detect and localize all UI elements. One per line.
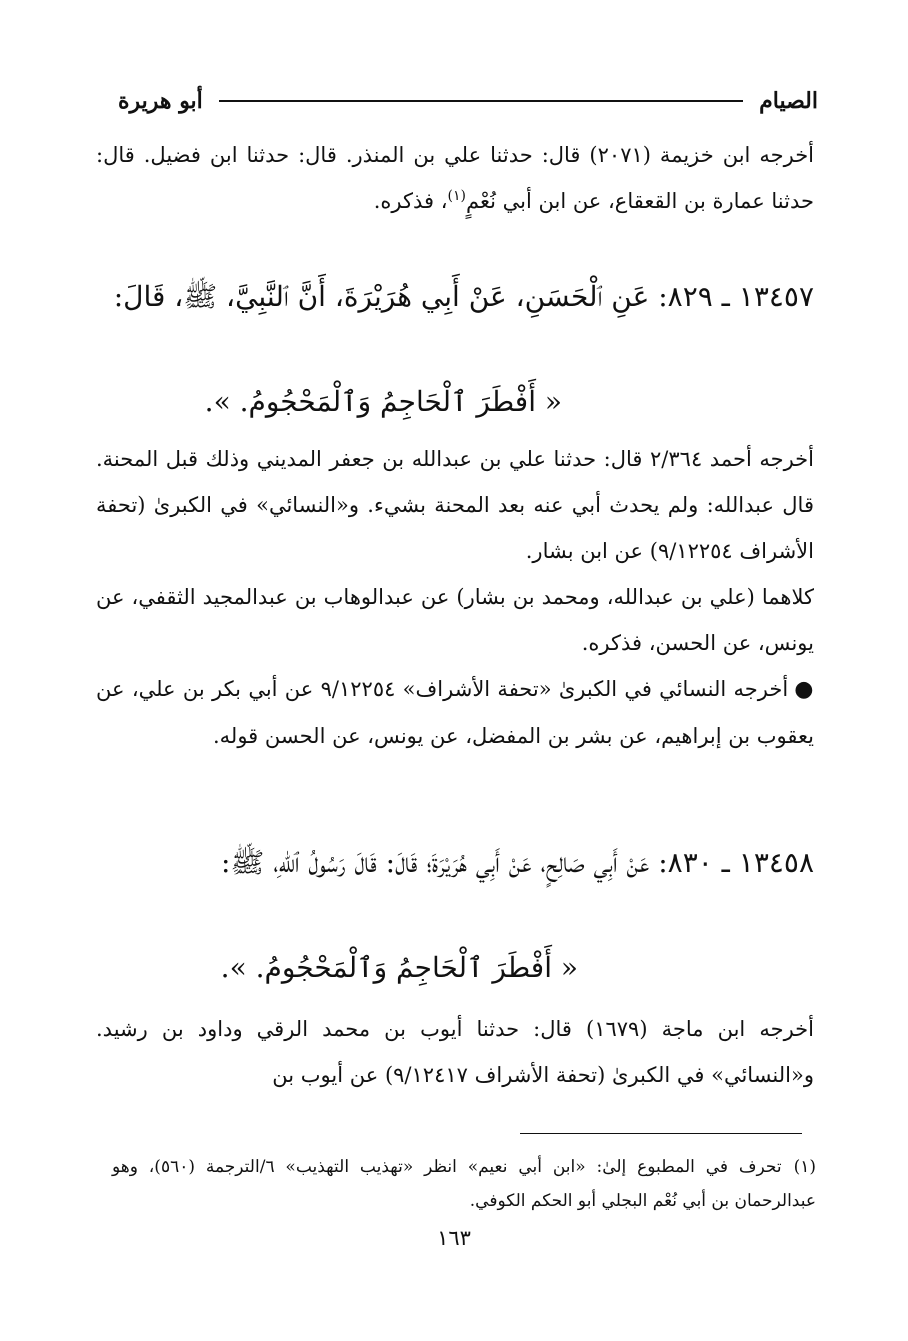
hadith-matn-13458: « أَفْطَرَ ٱلْحَاجِمُ وَٱلْمَحْجُومُ. ».: [220, 951, 578, 984]
takhrij-text: أخرجه ابن خزيمة (٢٠٧١) قال: حدثنا علي بن المنذر. قال: حدثنا ابن فضيل. قال: حدثنا عمارة بن القعقاع، عن ابن أبي نُعْمٍ: [96, 143, 815, 213]
footnote-reference[interactable]: (١): [447, 188, 466, 204]
running-header: [118, 84, 818, 118]
takhrij-paragraph: أخرجه أحمد ٢/٣٦٤ قال: حدثنا علي بن عبدالله بن جعفر المديني وذلك قبل المحنة. قال عبدالله: ولم يحدث أبي عنه بعد المحنة بشيء. و«النسائي» في الكبرىٰ (تحفة الأشراف ٩/١٢٢٥٤) عن ابن بشار.: [96, 447, 814, 563]
takhrij-text: أخرجه النسائي في الكبرىٰ «تحفة الأشراف» ٩/١٢٢٥٤ عن أبي بكر بن علي، عن يعقوب بن إبراهيم، عن بشر بن المفضل، عن يونس، عن الحسن قوله.: [96, 677, 814, 748]
chapter-title: الصيام: [759, 88, 818, 114]
footnote: [112, 1150, 816, 1218]
header-rule: [219, 100, 743, 102]
takhrij-paragraph: أخرجه ابن ماجة (١٦٧٩) قال: حدثنا أيوب بن محمد الرقي وداود بن رشيد. و«النسائي» في الكبرىٰ (تحفة الأشراف ٩/١٢٤١٧) عن أيوب بن: [96, 1017, 814, 1087]
hadith-matn-13457: « أَفْطَرَ ٱلْحَاجِمُ وَٱلْمَحْجُومُ. ».: [204, 385, 562, 418]
footnote-number: (١): [793, 1157, 817, 1177]
section-title: أبو هريرة: [118, 88, 203, 114]
takhrij-paragraph-intro: [96, 132, 814, 224]
takhrij-paragraph: كلاهما (علي بن عبدالله، ومحمد بن بشار) عن عبدالوهاب بن عبدالمجيد الثقفي، عن يونس، عن الحسن، فذكره.: [96, 585, 814, 655]
takhrij-paragraph-bulleted: [96, 666, 814, 759]
page-number: ١٦٣: [437, 1226, 471, 1250]
hadith-isnad-13457: ١٣٤٥٧ ـ ٨٢٩: عَنِ ٱلْحَسَنِ، عَنْ أَبِي هُرَيْرَةَ، أَنَّ ٱلنَّبِيَّ، ﷺ، قَالَ:: [113, 280, 814, 313]
footnote-text: تحرف في المطبوع إلىٰ: «ابن أبي نعيم» انظر «تهذيب التهذيب» ٦/الترجمة (٥٦٠)، وهو عبدالرحمان بن أبي نُعْم البجلي أبو الحكم الكوفي.: [112, 1157, 816, 1211]
takhrij-text-end: ، فذكره.: [373, 189, 448, 213]
footnote-separator: [520, 1133, 802, 1134]
hadith-isnad-13458: ١٣٤٥٨ ـ ٨٣٠: عَنْ أَبِي صَالِحٍ، عَنْ أَبِي هُرَيْرَةَ؛ قَالَ: قَالَ رَسُولُ ٱللهِ، ﷺ:: [221, 846, 814, 879]
bullet-icon: ●: [794, 677, 815, 702]
